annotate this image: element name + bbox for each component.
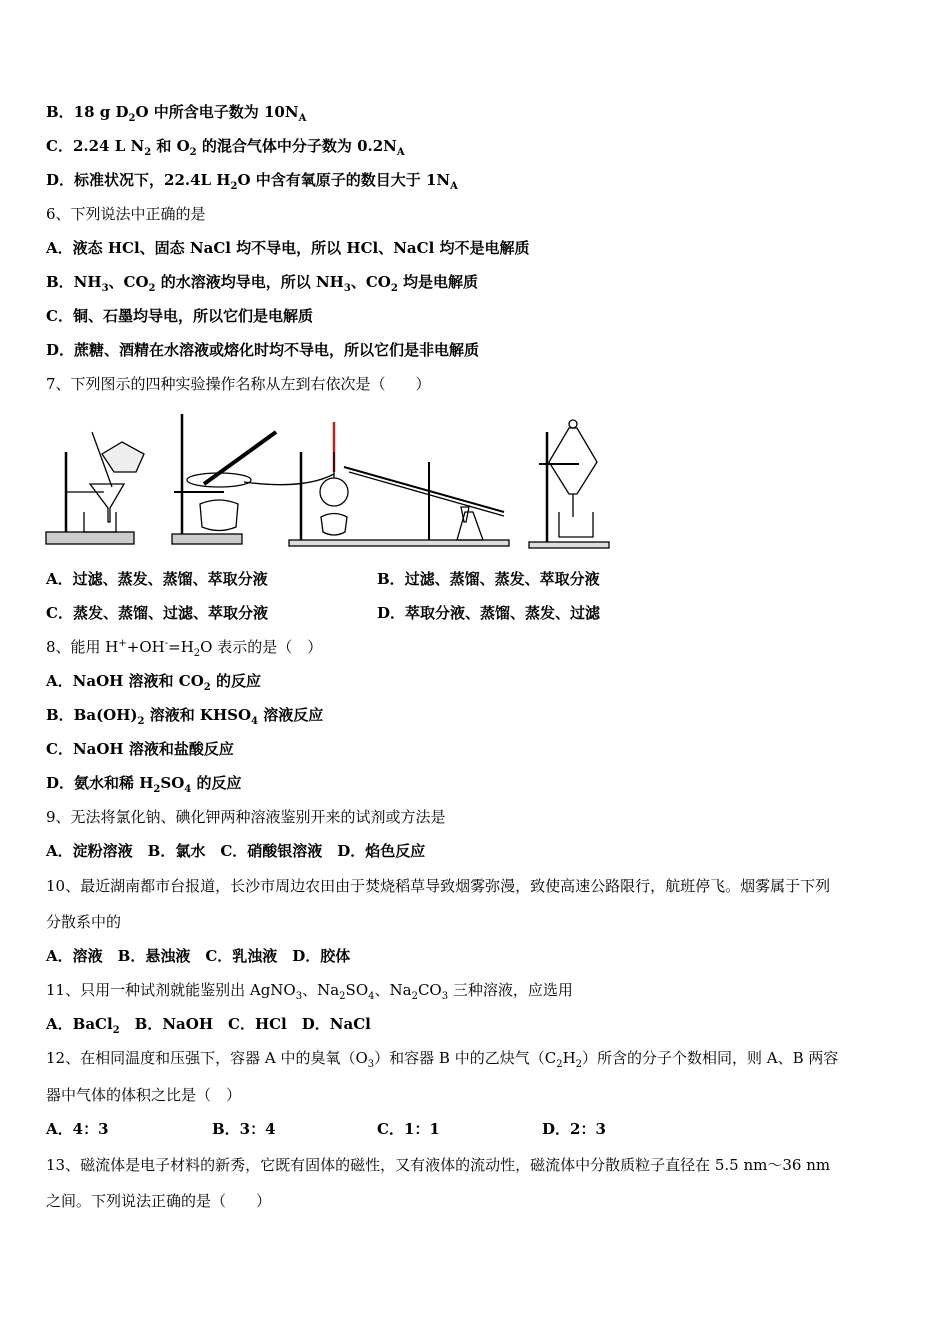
- q12-stem-line1: 12、在相同温度和压强下，容器 A 中的臭氧$(O_3)$和容器 B 中的乙炔气$(C_2H_2)$所含的分子个数相同，则 A、B 两容: [46, 1049, 839, 1070]
- q6-option-a: A．液态 HCl、固态 NaCl 均不导电，所以 HCl、NaCl 均不是电解质: [46, 239, 530, 257]
- q7-option-a: A．过滤、蒸发、蒸馏、萃取分液: [46, 570, 268, 588]
- q9-options: A．淀粉溶液 B．氯水 C．硝酸银溶液 D．焰色反应: [46, 842, 426, 860]
- filtration-apparatus: [46, 432, 144, 544]
- q13-stem-line1: 13、磁流体是电子材料的新秀，它既有固体的磁性，又有液体的流动性，磁流体中分散质粒子直径在 5.5 nm～36 nm: [46, 1156, 831, 1174]
- q5-option-d: D．标准状况下，22.4L $H_2O$ 中含有氧原子的数目大于 $1N_A$: [46, 171, 458, 192]
- q10-options: A．溶液 B．悬浊液 C．乳浊液 D．胶体: [46, 947, 351, 965]
- q13-stem-line2: 之间。下列说法正确的是（ ）: [46, 1192, 272, 1210]
- q8-stem: 8、能用 $H^++OH^-=H_2O$ 表示的是（ ）: [46, 638, 323, 659]
- q10-stem-line2: 分散系中的: [46, 913, 122, 931]
- q5-option-b: B．18 g $D_2O$ 中所含电子数为 $10N_A$: [46, 103, 307, 124]
- separatory-funnel-apparatus: [529, 420, 609, 548]
- q8-option-a: A．NaOH 溶液和 $CO_2$ 的反应: [46, 672, 261, 693]
- q12-option-c: C．1：1: [377, 1120, 440, 1138]
- q7-option-b: B．过滤、蒸馏、蒸发、萃取分液: [377, 570, 600, 588]
- q7-option-d: D．萃取分液、蒸馏、蒸发、过滤: [377, 604, 601, 622]
- q5-option-c: C．2.24 L $N_2$ 和 $O_2$ 的混合气体中分子数为 $0.2N_A$: [46, 137, 405, 158]
- q12-option-b: B．3：4: [212, 1120, 276, 1138]
- q8-option-c: C．NaOH 溶液和盐酸反应: [46, 740, 234, 758]
- q7-stem: 7、下列图示的四种实验操作名称从左到右依次是（ ）: [46, 375, 431, 393]
- q6-option-c: C．铜、石墨均导电，所以它们是电解质: [46, 307, 313, 325]
- q10-stem-line1: 10、最近湖南都市台报道，长沙市周边农田由于焚烧稻草导致烟雾弥漫，致使高速公路限行，航班停飞。烟雾属于下列: [46, 877, 831, 895]
- q12-option-a: A．4：3: [46, 1120, 109, 1138]
- q9-stem: 9、无法将氯化钠、碘化钾两种溶液鉴别开来的试剂或方法是: [46, 808, 446, 826]
- q8-option-d: D．氨水和稀 $H_2SO_4$ 的反应: [46, 774, 242, 795]
- q6-option-d: D．蔗糖、酒精在水溶液或熔化时均不导电，所以它们是非电解质: [46, 341, 480, 359]
- q8-option-b: B．$Ba(OH)_2$ 溶液和 $KHSO_4$ 溶液反应: [46, 706, 324, 727]
- evaporation-apparatus: [172, 414, 334, 544]
- q6-stem: 6、下列说法中正确的是: [46, 205, 206, 223]
- q12-option-d: D．2：3: [542, 1120, 606, 1138]
- q11-stem: 11、只用一种试剂就能鉴别出 AgNO$_3$、$Na_2SO_4$、$Na_2CO_3$ 三种溶液，应选用: [46, 981, 573, 1002]
- q7-apparatus-figure: [44, 412, 624, 552]
- distillation-apparatus: [289, 422, 509, 546]
- q11-options: A．BaCl$_2$ B．NaOH C．HCl D．NaCl: [46, 1015, 371, 1036]
- q7-option-c: C．蒸发、蒸馏、过滤、萃取分液: [46, 604, 268, 622]
- q12-stem-line2: 器中气体的体积之比是（ ）: [46, 1086, 242, 1104]
- q6-option-b: B．$NH_3$、$CO_2$ 的水溶液均导电，所以 $NH_3$、$CO_2$ 均是电解质: [46, 273, 479, 294]
